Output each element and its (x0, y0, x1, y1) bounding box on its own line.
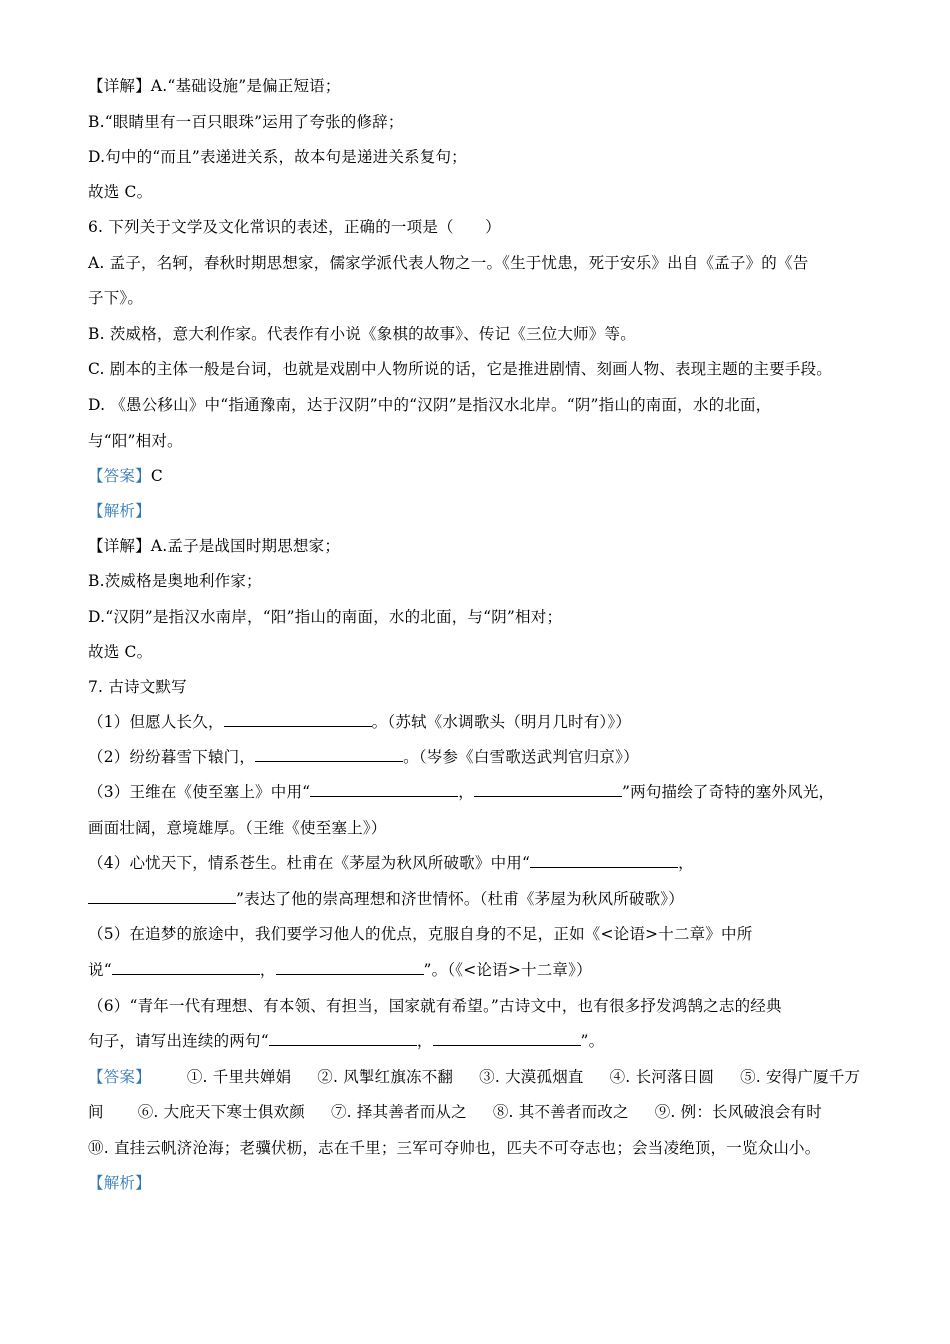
q7-item-4-line-1: （4）心忧天下，情系苍生。杜甫在《茅屋为秋风所破歌》中用“ ， (88, 854, 694, 872)
answer-blank[interactable] (276, 960, 424, 975)
answer-blank[interactable] (88, 889, 236, 904)
q7-analysis-tag: 【解析】 (88, 1174, 151, 1192)
q7-answer-line-3: ⑩. 直挂云帆济沧海；老骥伏枥，志在千里；三军可夺帅也，匹夫不可夺志也；会当凌绝顶，一览众山小。 (88, 1139, 821, 1157)
q6-option-c: C. 剧本的主体一般是台词，也就是戏剧中人物所说的话，它是推进剧情、刻画人物、表现主题的主要手段。 (88, 360, 832, 378)
q6-stem: 6. 下列关于文学及文化常识的表述，正确的一项是（ ） (88, 218, 501, 236)
q6-option-a-line-1: A. 孟子，名轲，春秋时期思想家，儒家学派代表人物之一。《生于忧患，死于安乐》出自《孟子》的《告 (88, 254, 809, 272)
q6-option-a-line-2: 子下》。 (88, 289, 144, 307)
q7-item-6-line-1: （6）“青年一代有理想、有本领、有担当，国家就有希望。”古诗文中，也有很多抒发鸿鹄之志的经典 (88, 997, 782, 1015)
answer-blank[interactable] (474, 782, 622, 797)
answer-blank[interactable] (433, 1031, 581, 1046)
answer-blank[interactable] (255, 747, 403, 762)
explain-tag: 【详解】 (88, 77, 151, 95)
answer-tag: 【答案】 (88, 1068, 151, 1086)
q6-answer: 【答案】C (88, 467, 163, 485)
q7-item-6-line-2: 句子，请写出连续的两句“ ， ”。 (88, 1032, 605, 1050)
q6-explain-line-3: D.“汉阴”是指汉水南岸，“阳”指山的南面，水的北面，与“阴”相对； (88, 608, 563, 626)
q6-option-b: B. 茨威格，意大利作家。代表作有小说《象棋的故事》、传记《三位大师》等。 (88, 325, 636, 343)
q5-explain-line-4: 故选 C。 (88, 183, 153, 201)
answer-blank[interactable] (310, 782, 458, 797)
q7-item-3-line-1: （3）王维在《使至塞上》中用“ ， ”两句描绘了奇特的塞外风光， (88, 783, 835, 801)
q7-item-5-line-2: 说“ ， ”。（《<论语>十二章》） (88, 961, 592, 979)
answer-tag: 【答案】 (88, 467, 151, 485)
answer-blank[interactable] (530, 853, 678, 868)
q5-explain-line-3: D.句中的“而且”表递进关系，故本句是递进关系复句； (88, 148, 467, 166)
q7-item-3-line-2: 画面壮阔，意境雄厚。（王维《使至塞上》） (88, 819, 387, 837)
answer-blank[interactable] (224, 712, 372, 727)
answer-blank[interactable] (112, 960, 260, 975)
q6-explain-line-1: 【详解】A.孟子是战国时期思想家； (88, 537, 341, 555)
q5-explain-line-1: 【详解】A.“基础设施”是偏正短语； (88, 77, 341, 95)
q7-item-1: （1）但愿人长久， 。（苏轼《水调歌头（明月几时有）》） (88, 713, 632, 731)
q7-item-5-line-1: （5）在追梦的旅途中，我们要学习他人的优点，克服自身的不足，正如《<论语>十二章》中所 (88, 925, 753, 943)
q7-answer-line-1: 【答案】 ①. 千里共婵娟 ②. 风掣红旗冻不翻 ③. 大漠孤烟直 ④. 长河落日圆 ⑤. 安得广厦千万 (88, 1068, 861, 1086)
q5-explain-line-2: B.“眼睛里有一百只眼珠”运用了夸张的修辞； (88, 113, 404, 131)
q6-option-d-line-1: D. 《愚公移山》中“指通豫南，达于汉阴”中的“汉阴”是指汉水北岸。“阴”指山的南面，水的北面， (88, 396, 772, 414)
q7-stem: 7. 古诗文默写 (88, 678, 187, 696)
q7-item-4-line-2: ”表达了他的崇高理想和济世情怀。（杜甫《茅屋为秋风所破歌》） (88, 888, 684, 910)
q6-option-d-line-2: 与“阳”相对。 (88, 432, 183, 450)
q6-analysis-tag: 【解析】 (88, 502, 151, 520)
q7-answer-line-2: 间 ⑥. 大庇天下寒士俱欢颜 ⑦. 择其善者而从之 ⑧. 其不善者而改之 ⑨. 例：长风破浪会有时 (88, 1103, 822, 1121)
answer-blank[interactable] (269, 1031, 417, 1046)
q7-item-2: （2）纷纷暮雪下辕门， 。（岑参《白雪歌送武判官归京》） (88, 748, 639, 766)
q6-explain-line-2: B.茨威格是奥地利作家； (88, 572, 262, 590)
q6-explain-line-4: 故选 C。 (88, 643, 153, 661)
